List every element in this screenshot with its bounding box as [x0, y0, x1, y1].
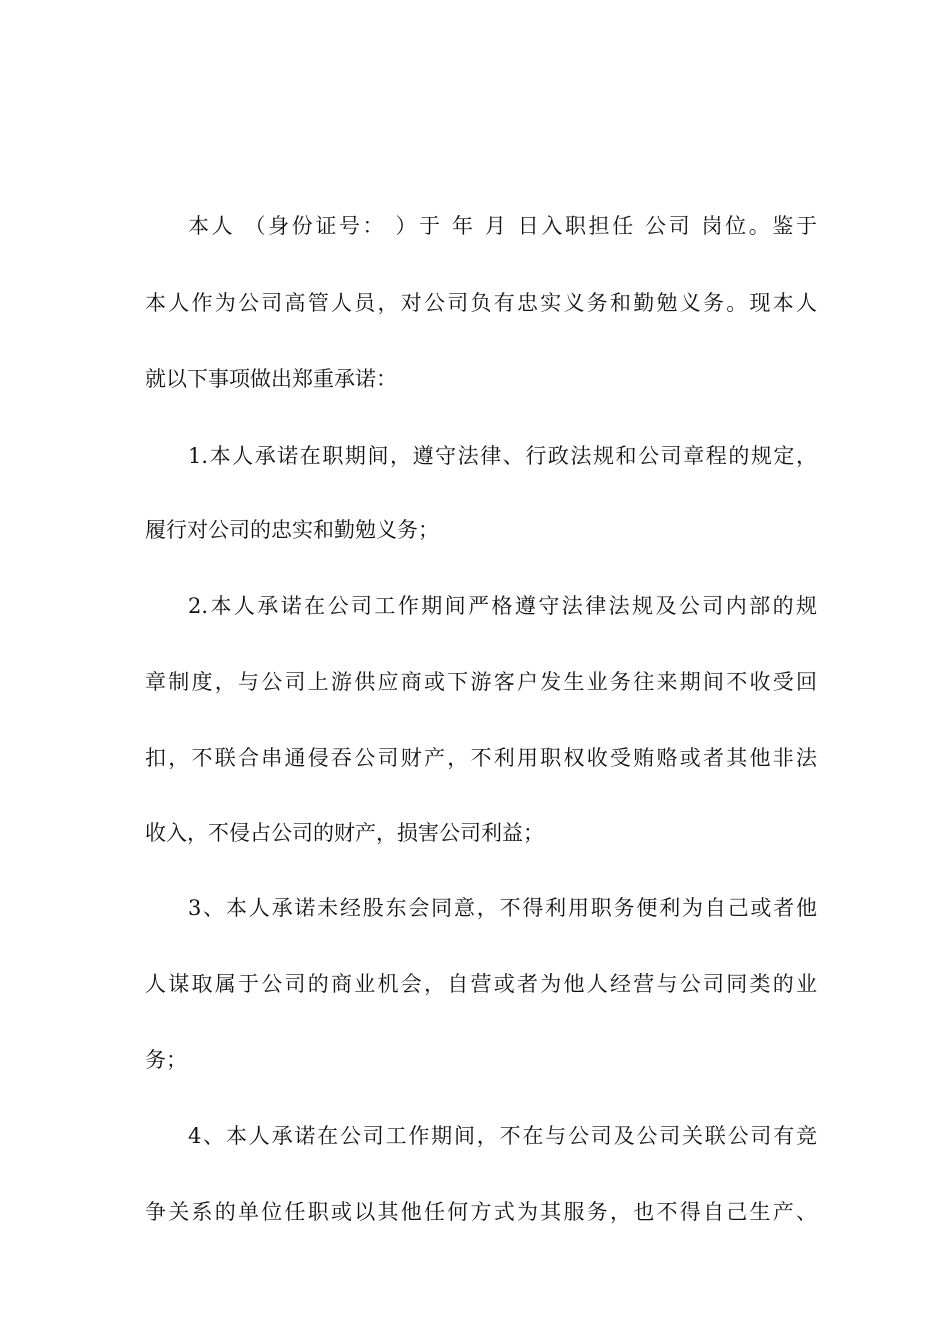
paragraph-intro-line-3: 就以下事项做出郑重承诺： [145, 367, 397, 391]
paragraph-intro-line-1: 本人 （身份证号： ）于 年 月 日入职担任 公司 岗位。鉴于 [188, 214, 817, 238]
item-2-line-4: 收入，不侵占公司的财产，损害公司利益； [145, 821, 544, 845]
item-4-line-2: 争关系的单位任职或以其他任何方式为其服务，也不得自己生产、 [145, 1200, 817, 1224]
item-3-line-1: 3、本人承诺未经股东会同意，不得利用职务便利为自己或者他 [188, 896, 817, 920]
paragraph-intro-line-2: 本人作为公司高管人员，对公司负有忠实义务和勤勉义务。现本人 [145, 291, 817, 315]
item-3-line-2: 人谋取属于公司的商业机会，自营或者为他人经营与公司同类的业 [145, 972, 817, 996]
item-2-line-1: 2.本人承诺在公司工作期间严格遵守法律法规及公司内部的规 [188, 594, 817, 618]
item-2-line-2: 章制度，与公司上游供应商或下游客户发生业务往来期间不收受回 [145, 670, 817, 694]
item-1-line-2: 履行对公司的忠实和勤勉义务； [145, 518, 439, 542]
item-3-line-3: 务； [145, 1048, 187, 1072]
item-4-line-1: 4、本人承诺在公司工作期间，不在与公司及公司关联公司有竞 [188, 1124, 817, 1148]
item-1-line-1: 1.本人承诺在职期间，遵守法律、行政法规和公司章程的规定， [188, 444, 817, 468]
item-2-line-3: 扣，不联合串通侵吞公司财产，不利用职权收受贿赂或者其他非法 [145, 746, 817, 770]
